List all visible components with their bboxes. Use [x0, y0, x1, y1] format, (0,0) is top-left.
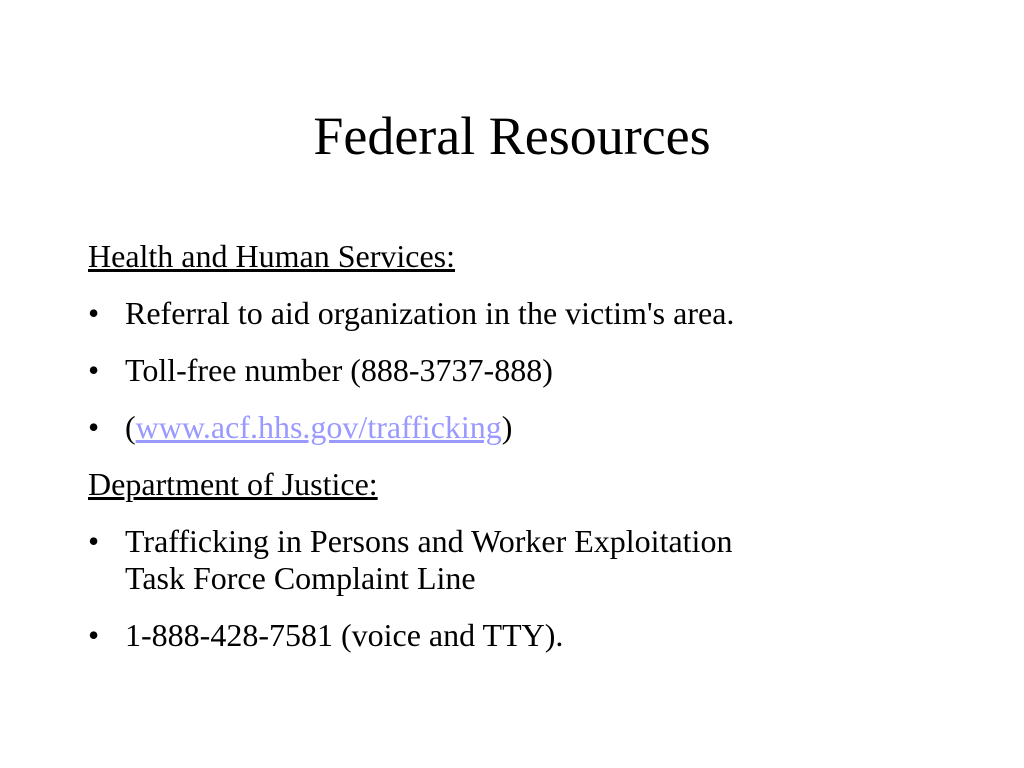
slide-title: Federal Resources	[313, 106, 711, 166]
link-open-paren: (	[125, 409, 136, 445]
bullet-glyph: •	[88, 352, 100, 388]
bullet-item	[88, 289, 948, 337]
hhs-trafficking-link[interactable]: www.acf.hhs.gov/trafficking	[135, 409, 502, 445]
bullet-item	[88, 346, 948, 394]
section-heading-doj: Department of Justice:	[88, 466, 378, 502]
bullet-glyph: •	[88, 295, 100, 331]
bullet-glyph: •	[88, 523, 100, 559]
bullet-item-link	[88, 403, 948, 451]
slide-content	[88, 232, 948, 668]
bullet-text: 1-888-428-7581 (voice and TTY).	[125, 617, 564, 653]
bullet-item	[88, 611, 948, 659]
section-heading-hhs: Health and Human Services:	[88, 238, 455, 274]
bullet-text: Toll-free number (888-3737-888)	[125, 352, 553, 388]
bullet-text-line1: Trafficking in Persons and Worker Exploitation	[125, 523, 733, 559]
link-close-paren: )	[501, 409, 513, 445]
bullet-glyph: •	[88, 617, 100, 653]
bullet-text-line2: Task Force Complaint Line	[125, 560, 476, 596]
bullet-item	[88, 517, 948, 602]
bullet-glyph: •	[88, 409, 100, 445]
bullet-text: Referral to aid organization in the victim's area.	[125, 295, 735, 331]
